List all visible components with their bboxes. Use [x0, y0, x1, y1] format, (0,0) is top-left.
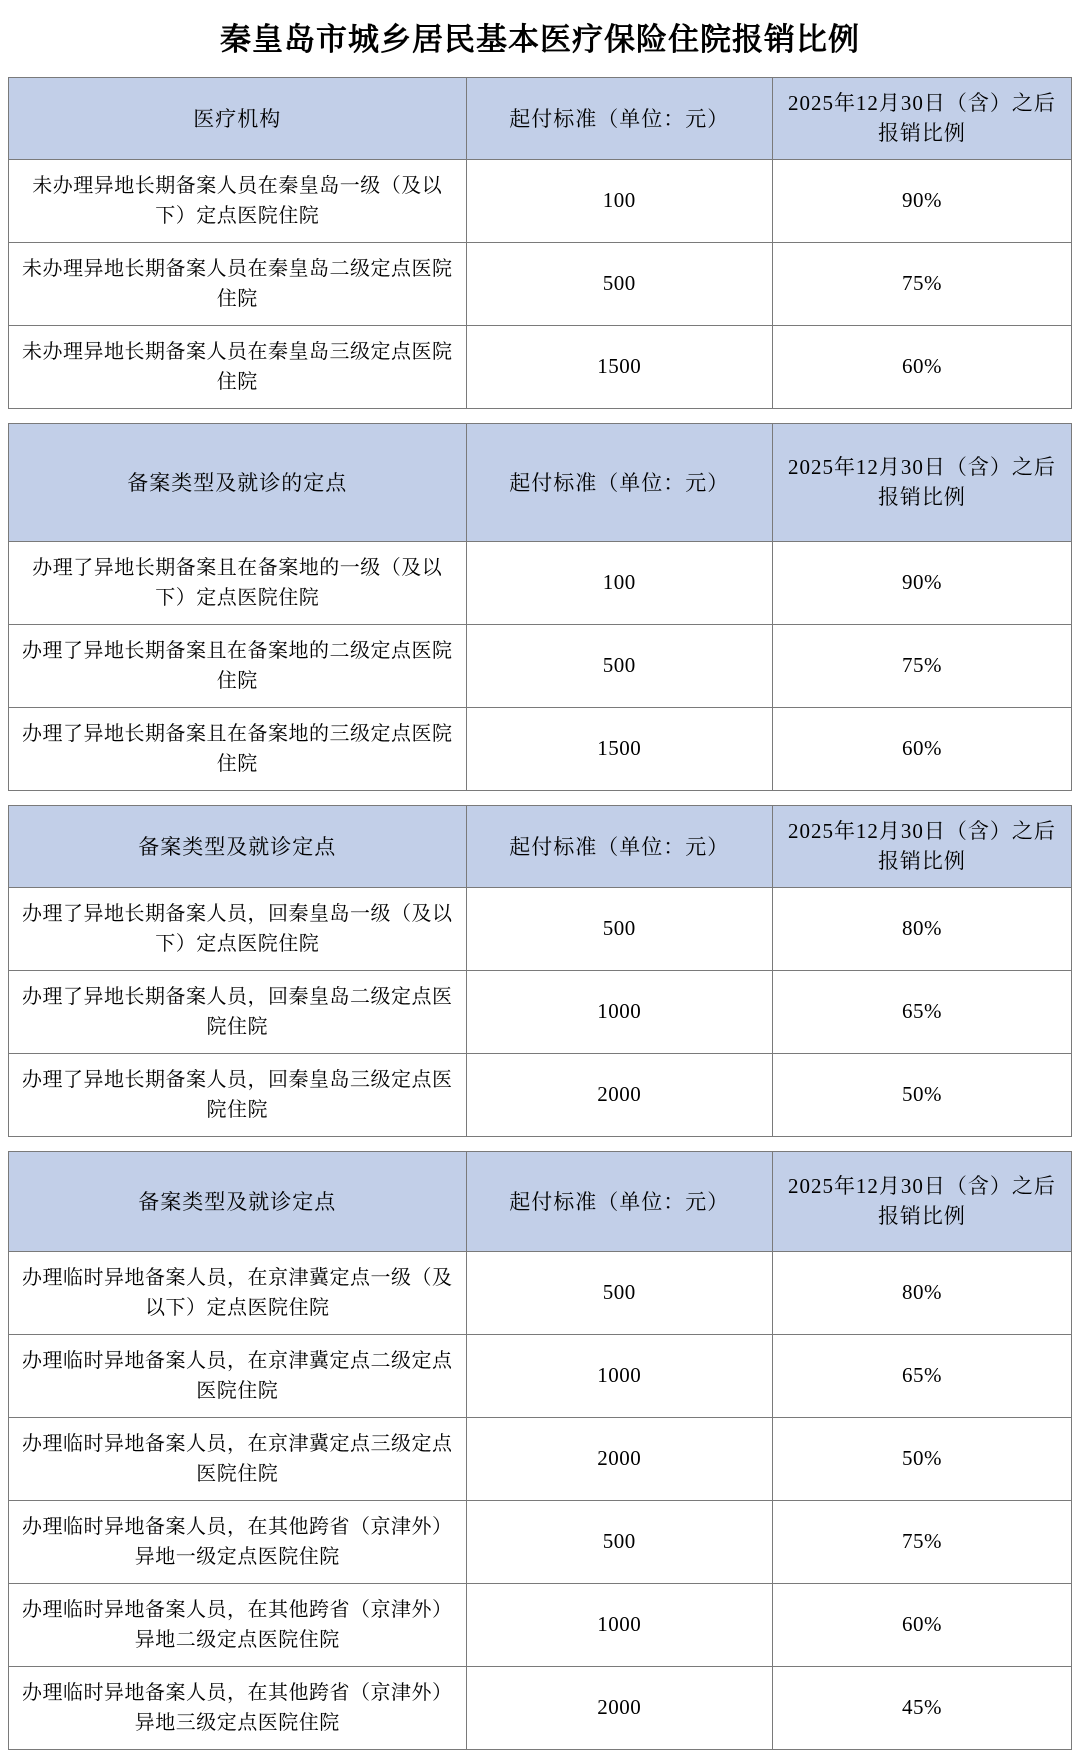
cell-institution-description: 办理临时异地备案人员，在其他跨省（京津外）异地三级定点医院住院: [9, 1666, 467, 1749]
table-row: [9, 242, 1072, 325]
header-category: 备案类型及就诊定点: [9, 1151, 467, 1251]
cell-reimbursement-ratio: 60%: [772, 707, 1071, 790]
header-deductible: 起付标准（单位：元）: [466, 423, 772, 541]
cell-institution-description: 办理了异地长期备案人员，回秦皇岛二级定点医院住院: [9, 970, 467, 1053]
header-ratio: 2025年12月30日（含）之后报销比例: [772, 423, 1071, 541]
header-deductible: 起付标准（单位：元）: [466, 78, 772, 160]
cell-reimbursement-ratio: 75%: [772, 1500, 1071, 1583]
cell-reimbursement-ratio: 75%: [772, 624, 1071, 707]
header-category: 医疗机构: [9, 78, 467, 160]
cell-deductible-amount: 100: [466, 541, 772, 624]
cell-reimbursement-ratio: 80%: [772, 887, 1071, 970]
cell-institution-description: 办理临时异地备案人员，在其他跨省（京津外）异地一级定点医院住院: [9, 1500, 467, 1583]
reimbursement-table: [8, 805, 1072, 1137]
table-row: [9, 970, 1072, 1053]
cell-deductible-amount: 1500: [466, 325, 772, 408]
header-ratio: 2025年12月30日（含）之后报销比例: [772, 78, 1071, 160]
table-row: [9, 1251, 1072, 1334]
page-title: 秦皇岛市城乡居民基本医疗保险住院报销比例: [220, 22, 860, 57]
cell-institution-description: 办理临时异地备案人员，在其他跨省（京津外）异地二级定点医院住院: [9, 1583, 467, 1666]
table-row: [9, 1583, 1072, 1666]
reimbursement-table: [8, 77, 1072, 409]
reimbursement-table: [8, 423, 1072, 791]
cell-institution-description: 办理了异地长期备案且在备案地的二级定点医院住院: [9, 624, 467, 707]
table-header-row: [9, 423, 1072, 541]
header-ratio: 2025年12月30日（含）之后报销比例: [772, 1151, 1071, 1251]
table-row: [9, 1417, 1072, 1500]
table-row: [9, 1666, 1072, 1749]
cell-reimbursement-ratio: 65%: [772, 1334, 1071, 1417]
table-row: [9, 1334, 1072, 1417]
cell-reimbursement-ratio: 50%: [772, 1417, 1071, 1500]
cell-reimbursement-ratio: 90%: [772, 159, 1071, 242]
header-category: 备案类型及就诊定点: [9, 805, 467, 887]
tables-container: [8, 77, 1072, 1750]
table-row: [9, 707, 1072, 790]
cell-institution-description: 未办理异地长期备案人员在秦皇岛三级定点医院住院: [9, 325, 467, 408]
cell-deductible-amount: 100: [466, 159, 772, 242]
table-row: [9, 325, 1072, 408]
table-row: [9, 541, 1072, 624]
cell-deductible-amount: 500: [466, 1251, 772, 1334]
reimbursement-table: [8, 1151, 1072, 1750]
header-deductible: 起付标准（单位：元）: [466, 1151, 772, 1251]
header-ratio: 2025年12月30日（含）之后报销比例: [772, 805, 1071, 887]
cell-deductible-amount: 500: [466, 242, 772, 325]
cell-institution-description: 办理临时异地备案人员，在京津冀定点一级（及以下）定点医院住院: [9, 1251, 467, 1334]
cell-institution-description: 未办理异地长期备案人员在秦皇岛二级定点医院住院: [9, 242, 467, 325]
cell-institution-description: 办理临时异地备案人员，在京津冀定点三级定点医院住院: [9, 1417, 467, 1500]
cell-reimbursement-ratio: 75%: [772, 242, 1071, 325]
header-deductible: 起付标准（单位：元）: [466, 805, 772, 887]
table-row: [9, 1053, 1072, 1136]
cell-institution-description: 未办理异地长期备案人员在秦皇岛一级（及以下）定点医院住院: [9, 159, 467, 242]
table-row: [9, 887, 1072, 970]
cell-deductible-amount: 1000: [466, 970, 772, 1053]
cell-reimbursement-ratio: 45%: [772, 1666, 1071, 1749]
cell-institution-description: 办理了异地长期备案且在备案地的三级定点医院住院: [9, 707, 467, 790]
cell-reimbursement-ratio: 90%: [772, 541, 1071, 624]
cell-deductible-amount: 1000: [466, 1334, 772, 1417]
cell-institution-description: 办理了异地长期备案且在备案地的一级（及以下）定点医院住院: [9, 541, 467, 624]
cell-institution-description: 办理了异地长期备案人员，回秦皇岛一级（及以下）定点医院住院: [9, 887, 467, 970]
cell-institution-description: 办理了异地长期备案人员，回秦皇岛三级定点医院住院: [9, 1053, 467, 1136]
cell-reimbursement-ratio: 65%: [772, 970, 1071, 1053]
cell-deductible-amount: 2000: [466, 1666, 772, 1749]
cell-deductible-amount: 500: [466, 624, 772, 707]
cell-reimbursement-ratio: 50%: [772, 1053, 1071, 1136]
table-header-row: [9, 1151, 1072, 1251]
cell-reimbursement-ratio: 80%: [772, 1251, 1071, 1334]
header-category: 备案类型及就诊的定点: [9, 423, 467, 541]
cell-institution-description: 办理临时异地备案人员，在京津冀定点二级定点医院住院: [9, 1334, 467, 1417]
cell-deductible-amount: 2000: [466, 1053, 772, 1136]
cell-deductible-amount: 2000: [466, 1417, 772, 1500]
cell-deductible-amount: 500: [466, 1500, 772, 1583]
table-row: [9, 159, 1072, 242]
cell-reimbursement-ratio: 60%: [772, 325, 1071, 408]
table-header-row: [9, 805, 1072, 887]
table-header-row: [9, 78, 1072, 160]
cell-deductible-amount: 500: [466, 887, 772, 970]
cell-reimbursement-ratio: 60%: [772, 1583, 1071, 1666]
table-row: [9, 624, 1072, 707]
table-row: [9, 1500, 1072, 1583]
cell-deductible-amount: 1000: [466, 1583, 772, 1666]
cell-deductible-amount: 1500: [466, 707, 772, 790]
